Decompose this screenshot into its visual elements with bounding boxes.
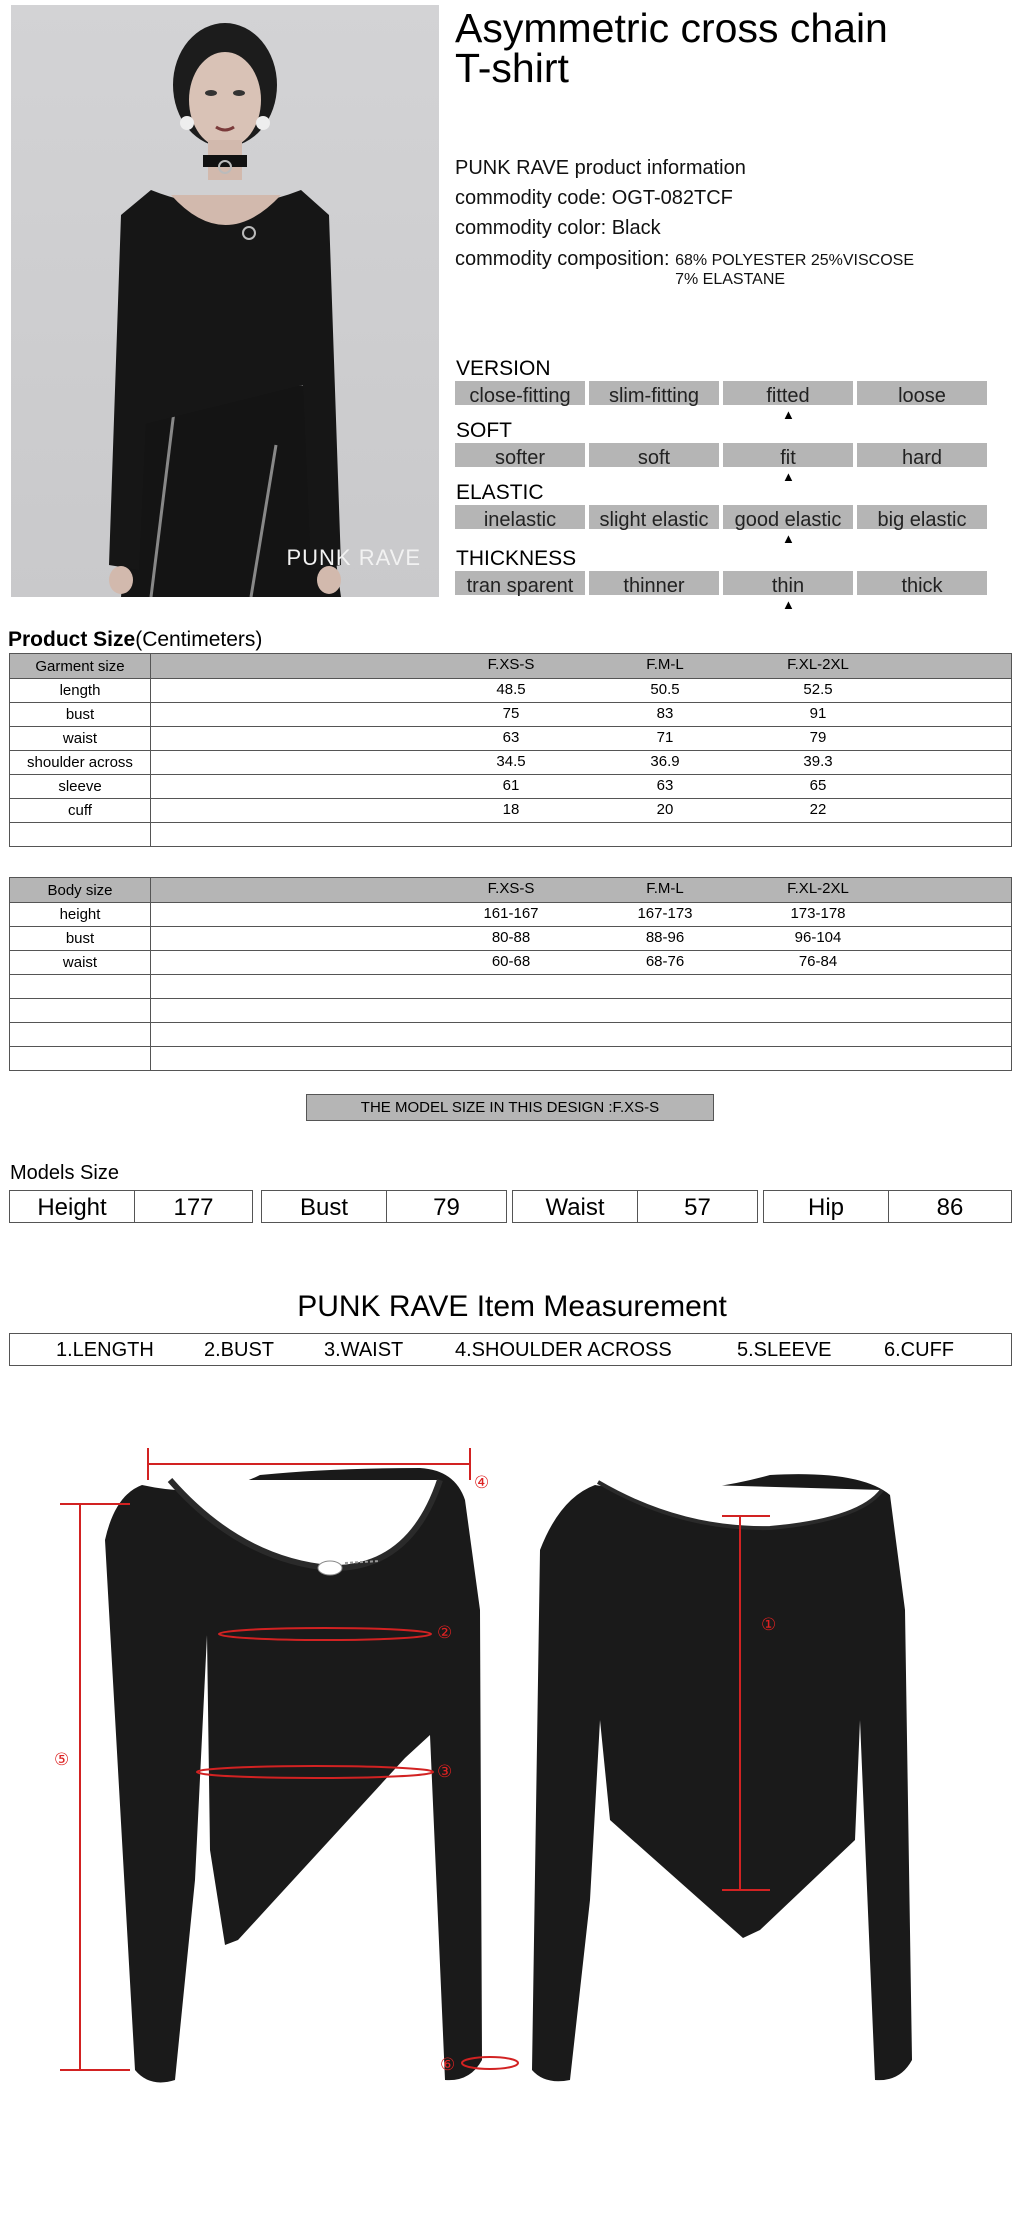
commodity-code [455, 187, 733, 210]
marker-waist: ③ [437, 1762, 453, 1782]
table-cell: 83 [656, 705, 674, 722]
commodity-composition [455, 248, 914, 289]
table-cell: 63 [502, 729, 520, 746]
elastic-option: good elastic [723, 505, 853, 529]
product-size-title-bold: Product Size [8, 628, 136, 651]
table-row [10, 727, 1012, 751]
soft-option: soft [589, 443, 719, 467]
marker-length: ① [761, 1615, 777, 1635]
elastic-option: slight elastic [589, 505, 719, 529]
table-row-empty [10, 1023, 1012, 1047]
thickness-option: tran sparent [455, 571, 585, 595]
table-cell: 161-167 [483, 905, 539, 922]
table-cell: height [10, 903, 151, 927]
marker-cuff: ⑥ [440, 2055, 456, 2075]
measurement-item: 1.LENGTH [56, 1339, 154, 1361]
garment-size-table [9, 653, 1012, 847]
model-height-box [9, 1190, 253, 1223]
commodity-composition-label: commodity composition: [455, 248, 670, 270]
measurement-item: 4.SHOULDER ACROSS [455, 1339, 672, 1361]
table-row [10, 927, 1012, 951]
marker-sleeve: ⑤ [54, 1750, 70, 1770]
version-scale [455, 381, 987, 422]
table-cell: waist [10, 951, 151, 975]
model-waist-box [512, 1190, 758, 1223]
thickness-option: thick [857, 571, 987, 595]
table-header-cell: F.M-L [646, 880, 684, 897]
table-header-values [151, 654, 1012, 679]
measurement-item: 5.SLEEVE [737, 1339, 832, 1361]
models-size-title: Models Size [10, 1162, 119, 1184]
marker-bust: ② [437, 1623, 453, 1643]
measurement-legend [9, 1333, 1012, 1366]
table-row-empty [10, 823, 1012, 847]
product-title-line1: Asymmetric cross chain [455, 5, 888, 51]
model-hip-box [763, 1190, 1012, 1223]
table-row [10, 799, 1012, 823]
table-cell: 52.5 [803, 681, 833, 698]
table-row [10, 751, 1012, 775]
table-header-cell: F.XL-2XL [787, 656, 849, 673]
soft-selected-marker: ▲ [782, 469, 795, 484]
table-cell: shoulder across [10, 751, 151, 775]
model-waist-value: 57 [684, 1194, 711, 1221]
table-cell: bust [10, 703, 151, 727]
photo-watermark: PUNK RAVE [286, 545, 421, 570]
table-cell: 63 [656, 777, 674, 794]
table-cell: 20 [656, 801, 674, 818]
table-header-cell: F.XS-S [487, 656, 535, 673]
table-header-cell: Body size [10, 878, 151, 903]
commodity-code-value: OGT-082TCF [611, 187, 733, 209]
soft-option: softer [455, 443, 585, 467]
table-row [10, 903, 1012, 927]
table-header-row [10, 654, 1012, 679]
table-cell: 173-178 [790, 905, 846, 922]
table-cell: bust [10, 927, 151, 951]
table-cell: 65 [809, 777, 827, 794]
table-row [10, 703, 1012, 727]
table-cell: 36.9 [650, 753, 680, 770]
table-row [10, 951, 1012, 975]
table-cell: 60-68 [491, 953, 531, 970]
body-size-table [9, 877, 1012, 1071]
version-selected-marker: ▲ [782, 407, 795, 422]
measurement-item: 2.BUST [204, 1339, 275, 1361]
table-cell: 91 [809, 705, 827, 722]
table-header-row [10, 878, 1012, 903]
table-cell: 88-96 [645, 929, 685, 946]
model-height-value: 177 [173, 1194, 214, 1221]
table-cell: 39.3 [803, 753, 833, 770]
version-option: fitted [723, 381, 853, 405]
measurement-diagram [0, 1420, 1024, 2180]
table-cell: 167-173 [637, 905, 693, 922]
product-size-title [8, 628, 262, 652]
thickness-option: thin [723, 571, 853, 595]
table-cell: 71 [656, 729, 674, 746]
commodity-code-label: commodity code: [455, 187, 607, 209]
composition-line1: 68% POLYESTER 25%VISCOSE [675, 252, 915, 269]
model-illustration [11, 5, 439, 597]
table-row [10, 679, 1012, 703]
commodity-color-value: Black [611, 217, 661, 239]
soft-scale [455, 443, 987, 484]
table-row-empty [10, 1047, 1012, 1071]
model-bust-box [261, 1190, 507, 1223]
table-row-empty [10, 975, 1012, 999]
product-title-line2: T-shirt [455, 45, 569, 91]
table-cell: 34.5 [496, 753, 526, 770]
table-row [10, 775, 1012, 799]
table-cell: 18 [502, 801, 520, 818]
table-header-cell: F.XS-S [487, 880, 535, 897]
model-bust-label: Bust [299, 1194, 349, 1221]
elastic-scale [455, 505, 987, 546]
product-photo [11, 5, 439, 597]
table-row-empty [10, 999, 1012, 1023]
table-cell: 76-84 [798, 953, 838, 970]
commodity-color-label: commodity color: [455, 217, 607, 239]
model-hip-value: 86 [936, 1194, 964, 1221]
commodity-composition-value [675, 251, 914, 289]
measurement-item: 3.WAIST [324, 1339, 404, 1361]
version-option: loose [857, 381, 987, 405]
thickness-label: THICKNESS [456, 547, 577, 570]
measurement-title: PUNK RAVE Item Measurement [297, 1290, 727, 1323]
composition-line2: 7% ELASTANE [675, 271, 786, 288]
model-hip-label: Hip [807, 1194, 844, 1221]
table-cell: waist [10, 727, 151, 751]
model-size-in-design: THE MODEL SIZE IN THIS DESIGN :F.XS-S [306, 1094, 714, 1121]
table-cell: sleeve [10, 775, 151, 799]
elastic-selected-marker: ▲ [782, 531, 795, 546]
elastic-option: big elastic [857, 505, 987, 529]
table-cell: 75 [502, 705, 520, 722]
model-bust-value: 79 [433, 1194, 460, 1221]
table-cell: cuff [10, 799, 151, 823]
table-cell: 68-76 [645, 953, 685, 970]
table-header-values [151, 878, 1012, 903]
elastic-option: inelastic [455, 505, 585, 529]
table-cell: 80-88 [491, 929, 531, 946]
product-title [455, 5, 1015, 91]
thickness-selected-marker: ▲ [782, 597, 795, 612]
table-header-cell: Garment size [10, 654, 151, 679]
table-cell: 48.5 [496, 681, 526, 698]
commodity-color [455, 217, 661, 240]
elastic-label: ELASTIC [456, 481, 544, 504]
soft-option: hard [857, 443, 987, 467]
version-option: slim-fitting [589, 381, 719, 405]
table-header-cell: F.XL-2XL [787, 880, 849, 897]
model-height-label: Height [37, 1194, 107, 1221]
version-label: VERSION [456, 357, 551, 380]
table-cell: 50.5 [650, 681, 680, 698]
table-cell: 79 [809, 729, 827, 746]
garment-back [532, 1474, 912, 2081]
thickness-scale [455, 571, 987, 612]
model-waist-label: Waist [545, 1194, 605, 1221]
marker-shoulder: ④ [474, 1473, 490, 1493]
soft-label: SOFT [456, 419, 512, 442]
table-cell: 61 [502, 777, 520, 794]
product-size-unit: (Centimeters) [135, 628, 263, 651]
version-option: close-fitting [455, 381, 585, 405]
table-cell: length [10, 679, 151, 703]
measurement-item: 6.CUFF [884, 1339, 954, 1361]
info-heading: PUNK RAVE product information [455, 157, 746, 179]
table-cell: 96-104 [794, 929, 842, 946]
table-header-cell: F.M-L [646, 656, 684, 673]
table-cell: 22 [809, 801, 827, 818]
garment-front [105, 1468, 482, 2082]
soft-option: fit [723, 443, 853, 467]
thickness-option: thinner [589, 571, 719, 595]
